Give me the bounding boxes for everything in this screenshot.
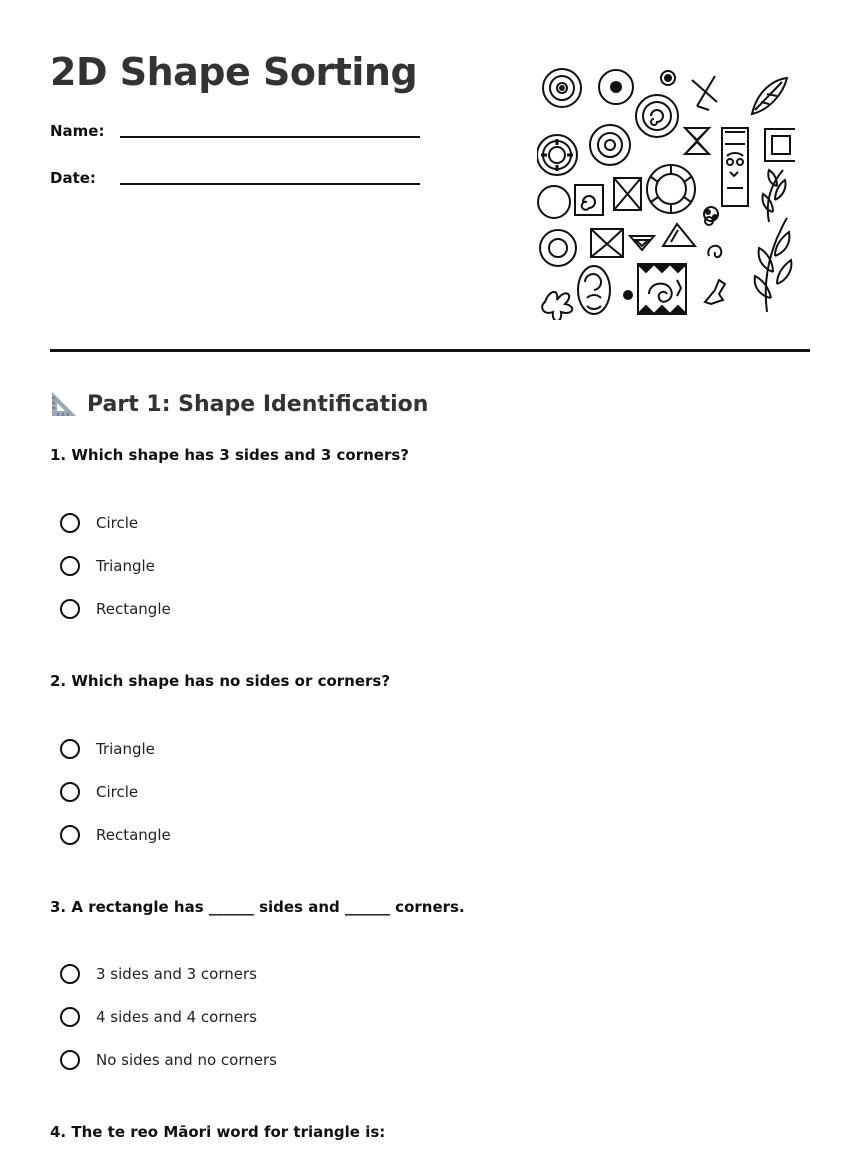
radio-circle-icon[interactable] [60, 782, 80, 802]
q1-option-3[interactable] [60, 597, 171, 621]
radio-circle-icon[interactable] [60, 739, 80, 759]
set-square-ruler-icon [50, 390, 78, 418]
radio-circle-icon[interactable] [60, 1007, 80, 1027]
radio-circle-icon[interactable] [60, 1050, 80, 1070]
radio-circle-icon[interactable] [60, 513, 80, 533]
option-label: Rectangle [96, 600, 171, 618]
maori-patterns-shapes-illustration [537, 62, 795, 320]
option-label: 4 sides and 4 corners [96, 1008, 257, 1026]
q2-option-1[interactable] [60, 737, 155, 761]
option-label: Triangle [96, 557, 155, 575]
date-write-line [120, 183, 420, 185]
option-label: Triangle [96, 740, 155, 758]
page-title: 2D Shape Sorting [50, 50, 418, 94]
date-label: Date: [50, 169, 96, 187]
radio-circle-icon[interactable] [60, 964, 80, 984]
question-3: 3. A rectangle has ______ sides and ______ corners. [50, 898, 465, 916]
part1-title: Part 1: Shape Identification [87, 391, 429, 417]
radio-circle-icon[interactable] [60, 825, 80, 845]
option-label: No sides and no corners [96, 1051, 277, 1069]
option-label: 3 sides and 3 corners [96, 965, 257, 983]
q2-option-2[interactable] [60, 780, 138, 804]
q3-option-2[interactable] [60, 1005, 257, 1029]
q3-option-1[interactable] [60, 962, 257, 986]
worksheet-header [50, 0, 810, 352]
radio-circle-icon[interactable] [60, 599, 80, 619]
header-divider [50, 349, 810, 352]
question-1: 1. Which shape has 3 sides and 3 corners? [50, 446, 410, 464]
radio-circle-icon[interactable] [60, 556, 80, 576]
name-label: Name: [50, 122, 105, 140]
name-write-line [120, 136, 420, 138]
q2-option-3[interactable] [60, 823, 171, 847]
q1-option-2[interactable] [60, 554, 155, 578]
question-4: 4. The te reo Māori word for triangle is: [50, 1123, 386, 1141]
part1-heading [50, 388, 428, 420]
q1-option-1[interactable] [60, 511, 138, 535]
option-label: Circle [96, 514, 139, 532]
option-label: Rectangle [96, 826, 171, 844]
option-label: Circle [96, 783, 139, 801]
question-2: 2. Which shape has no sides or corners? [50, 672, 391, 690]
q3-option-3[interactable] [60, 1048, 277, 1072]
